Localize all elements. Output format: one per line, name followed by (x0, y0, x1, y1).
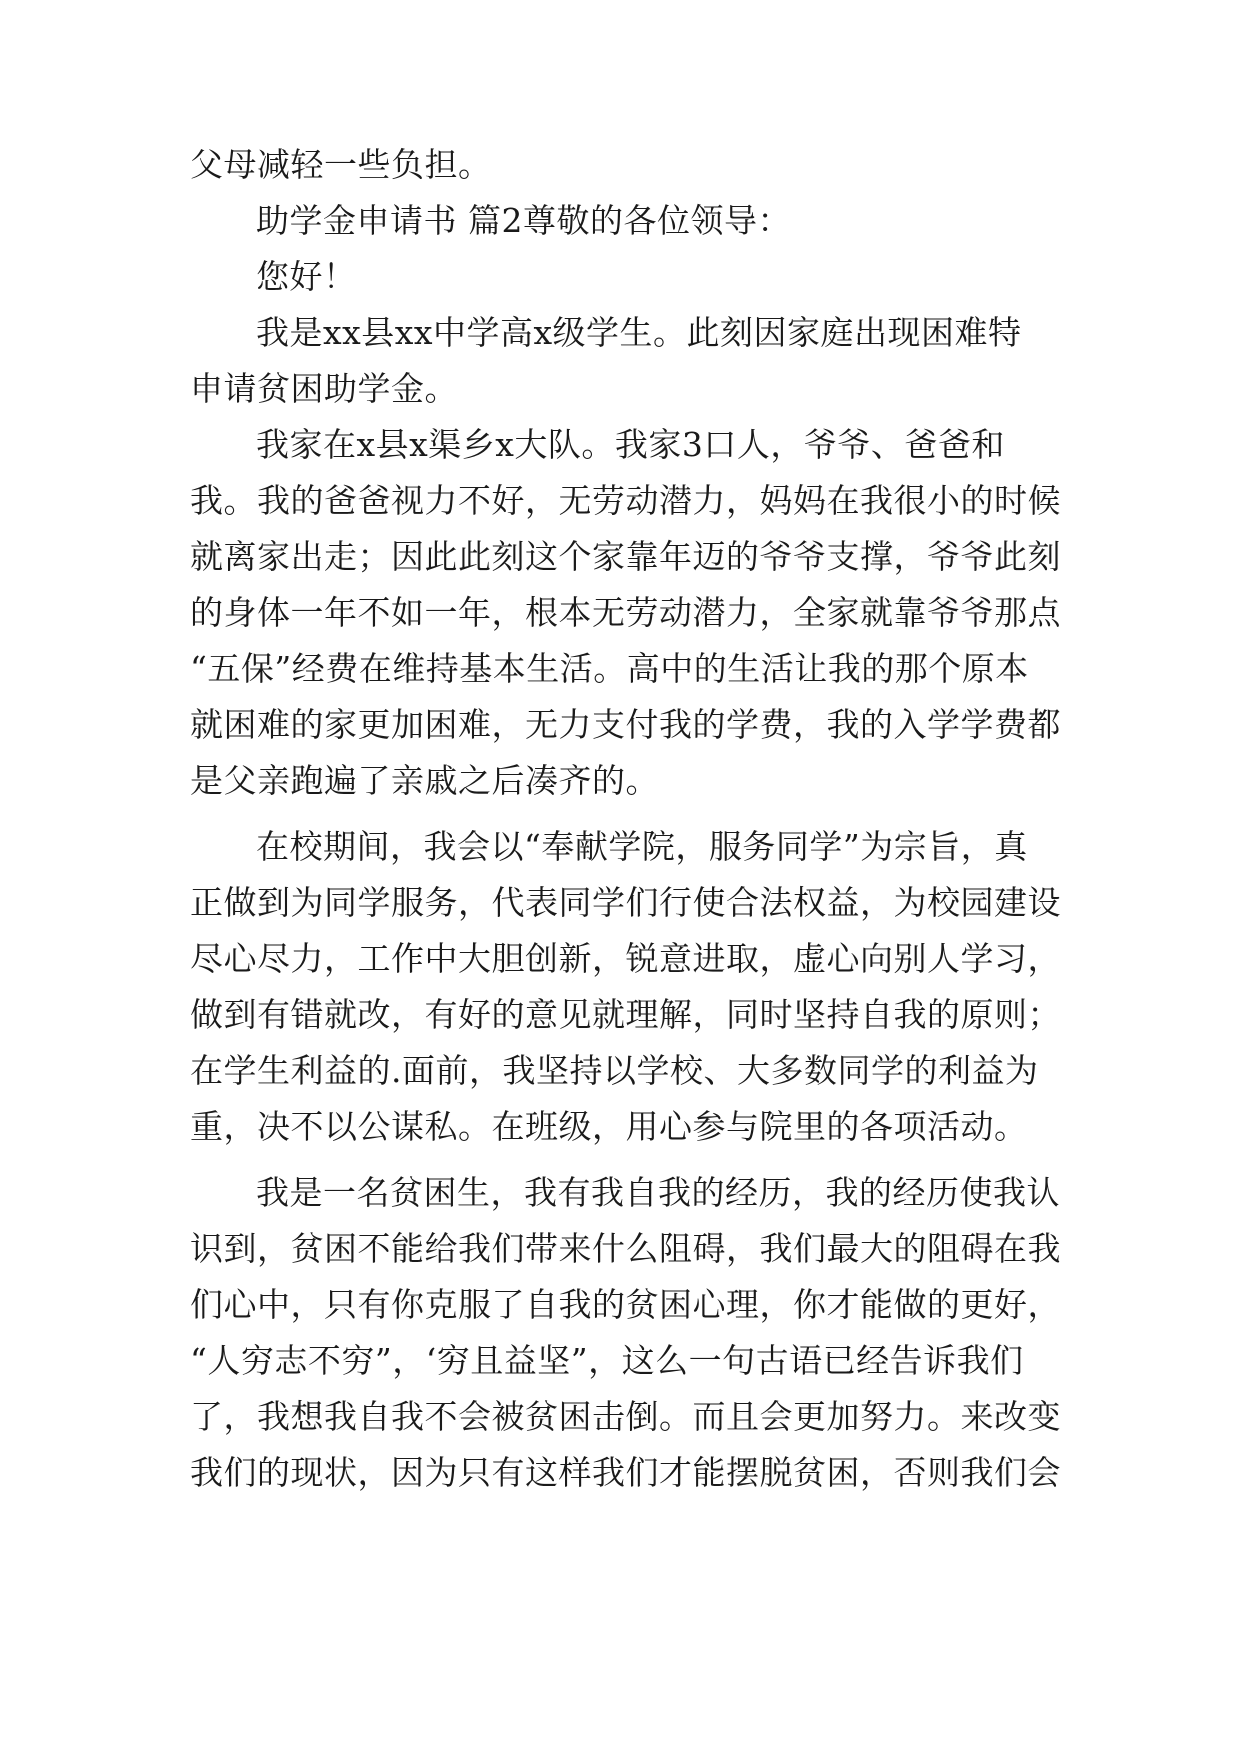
text-line: 正做到为同学服务，代表同学们行使合法权益，为校园建设 (190, 883, 1061, 922)
text-line: 我家在x县x渠乡x大队。我家3口人，爷爷、爸爸和 (256, 425, 1005, 464)
text-line: 是父亲跑遍了亲戚之后凑齐的。 (190, 761, 659, 800)
text-line: 申请贫困助学金。 (190, 369, 458, 408)
text-line: 尽心尽力，工作中大胆创新，锐意进取，虚心向别人学习， (190, 939, 1061, 978)
text-line: 们心中，只有你克服了自我的贫困心理，你才能做的更好， (190, 1285, 1061, 1324)
text-line: “五保”经费在维持基本生活。高中的生活让我的那个原本 (190, 649, 1029, 688)
text-line: 就困难的家更加困难，无力支付我的学费，我的入学学费都 (190, 705, 1061, 744)
text-line: 我是xx县xx中学高x级学生。此刻因家庭出现困难特 (256, 313, 1022, 352)
text-line: 我。我的爸爸视力不好，无劳动潜力，妈妈在我很小的时候 (190, 481, 1061, 520)
text-line: 在学生利益的.面前，我坚持以学校、大多数同学的利益为 (190, 1051, 1039, 1090)
text-line: 识到，贫困不能给我们带来什么阻碍，我们最大的阻碍在我 (190, 1229, 1061, 1268)
text-line: “人穷志不穷”，‘穷且益坚”，这么一句古语已经告诉我们 (190, 1341, 1024, 1380)
text-line: 我们的现状，因为只有这样我们才能摆脱贫困，否则我们会 (190, 1453, 1061, 1492)
text-line: 做到有错就改，有好的意见就理解，同时坚持自我的原则； (190, 995, 1061, 1034)
text-line: 父母减轻一些负担。 (190, 145, 492, 184)
text-line: 就离家出走；因此此刻这个家靠年迈的爷爷支撑，爷爷此刻 (190, 537, 1061, 576)
text-line: 助学金申请书 篇2尊敬的各位领导： (256, 201, 791, 240)
text-line: 了，我想我自我不会被贫困击倒。而且会更加努力。来改变 (190, 1397, 1061, 1436)
text-line: 重，决不以公谋私。在班级，用心参与院里的各项活动。 (190, 1107, 1028, 1146)
text-line: 在校期间，我会以“奉献学院，服务同学”为宗旨，真 (256, 827, 1028, 866)
text-line: 您好！ (256, 257, 357, 296)
text-line: 的身体一年不如一年，根本无劳动潜力，全家就靠爷爷那点 (190, 593, 1061, 632)
text-line: 我是一名贫困生，我有我自我的经历，我的经历使我认 (256, 1173, 1060, 1212)
